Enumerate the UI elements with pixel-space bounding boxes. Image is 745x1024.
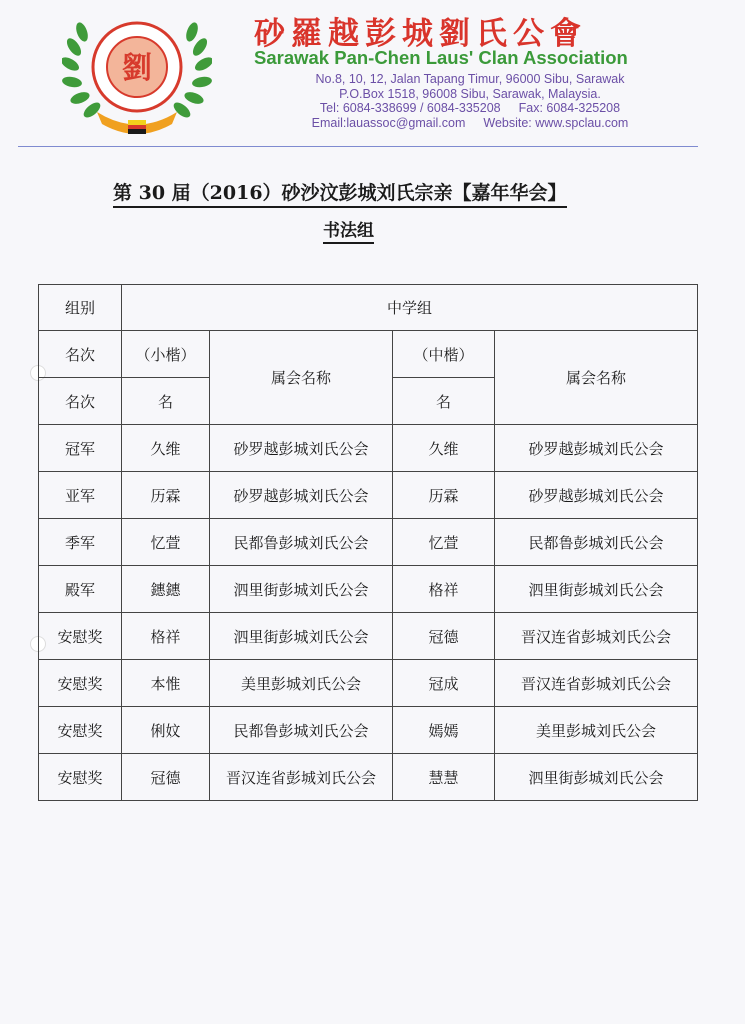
table-header-row bbox=[39, 285, 698, 331]
rank-cell: 安慰奖 bbox=[39, 613, 122, 660]
medium-script-name: 久维 bbox=[393, 425, 495, 472]
org-name-english: Sarawak Pan-Chen Laus' Clan Association bbox=[254, 47, 628, 68]
style-small-label: （小楷） bbox=[122, 331, 210, 378]
small-script-name: 鏸鏸 bbox=[122, 566, 210, 613]
group-label: 组别 bbox=[39, 285, 122, 331]
medium-script-association: 晋汉连省彭城刘氏公会 bbox=[495, 660, 698, 707]
contact-block bbox=[250, 72, 690, 130]
small-script-name: 本惟 bbox=[122, 660, 210, 707]
header-divider bbox=[18, 146, 698, 147]
letterhead bbox=[0, 0, 745, 150]
small-script-association: 晋汉连省彭城刘氏公会 bbox=[210, 754, 393, 801]
small-script-name: 忆萱 bbox=[122, 519, 210, 566]
medium-script-name: 格祥 bbox=[393, 566, 495, 613]
medium-script-association: 泗里街彭城刘氏公会 bbox=[495, 754, 698, 801]
small-script-name: 冠德 bbox=[122, 754, 210, 801]
rank-label-2: 名次 bbox=[39, 378, 122, 425]
small-script-association: 泗里街彭城刘氏公会 bbox=[210, 566, 393, 613]
table-row bbox=[39, 660, 698, 707]
medium-script-association: 泗里街彭城刘氏公会 bbox=[495, 566, 698, 613]
medium-script-name: 历霖 bbox=[393, 472, 495, 519]
rank-cell: 冠军 bbox=[39, 425, 122, 472]
website: Website: www.spclau.com bbox=[483, 115, 629, 130]
assoc-label-right: 属会名称 bbox=[495, 331, 698, 425]
small-script-association: 美里彭城刘氏公会 bbox=[210, 660, 393, 707]
small-script-association: 砂罗越彭城刘氏公会 bbox=[210, 425, 393, 472]
org-name-chinese: 砂羅越彭城劉氏公會 bbox=[254, 16, 587, 52]
small-script-name: 格祥 bbox=[122, 613, 210, 660]
medium-script-association: 砂罗越彭城刘氏公会 bbox=[495, 472, 698, 519]
rank-cell: 安慰奖 bbox=[39, 707, 122, 754]
medium-script-name: 冠成 bbox=[393, 660, 495, 707]
clan-association-logo bbox=[62, 12, 212, 142]
name-label-right: 名 bbox=[393, 378, 495, 425]
telephone: Tel: 6084-338699 / 6084-335208 bbox=[319, 101, 501, 115]
small-script-association: 泗里街彭城刘氏公会 bbox=[210, 613, 393, 660]
rank-cell: 亚军 bbox=[39, 472, 122, 519]
table-row bbox=[39, 472, 698, 519]
small-script-name: 俐妏 bbox=[122, 707, 210, 754]
fax: Fax: 6084-325208 bbox=[518, 101, 621, 115]
table-row bbox=[39, 425, 698, 472]
small-script-association: 砂罗越彭城刘氏公会 bbox=[210, 472, 393, 519]
table-row bbox=[39, 613, 698, 660]
medium-script-name: 慧慧 bbox=[393, 754, 495, 801]
address-line-2: P.O.Box 1518, 96008 Sibu, Sarawak, Malaysia. bbox=[339, 86, 601, 101]
seal-character: 劉 bbox=[122, 51, 152, 86]
medium-script-name: 嫣嫣 bbox=[393, 707, 495, 754]
group-name: 中学组 bbox=[122, 285, 698, 331]
rank-label: 名次 bbox=[39, 331, 122, 378]
flag-emblem-icon bbox=[128, 120, 146, 134]
rank-cell: 安慰奖 bbox=[39, 660, 122, 707]
phone-fax-line bbox=[250, 101, 690, 116]
medium-script-association: 民都鲁彭城刘氏公会 bbox=[495, 519, 698, 566]
medium-script-name: 忆萱 bbox=[393, 519, 495, 566]
table-header-row bbox=[39, 331, 698, 378]
small-script-association: 民都鲁彭城刘氏公会 bbox=[210, 707, 393, 754]
results-table bbox=[38, 284, 698, 801]
name-label-left: 名 bbox=[122, 378, 210, 425]
small-script-name: 历霖 bbox=[122, 472, 210, 519]
small-script-association: 民都鲁彭城刘氏公会 bbox=[210, 519, 393, 566]
medium-script-association: 砂罗越彭城刘氏公会 bbox=[495, 425, 698, 472]
document-subtitle: 书法组 bbox=[323, 216, 374, 244]
table-row bbox=[39, 566, 698, 613]
rank-cell: 季军 bbox=[39, 519, 122, 566]
document-title: 第 30 届（2016）砂沙汶彭城刘氏宗亲【嘉年华会】 bbox=[113, 178, 567, 208]
medium-script-name: 冠德 bbox=[393, 613, 495, 660]
email-web-line bbox=[250, 116, 690, 131]
medium-script-association: 晋汉连省彭城刘氏公会 bbox=[495, 613, 698, 660]
rank-cell: 殿军 bbox=[39, 566, 122, 613]
email: Email:lauassoc@gmail.com bbox=[311, 115, 466, 130]
medium-script-association: 美里彭城刘氏公会 bbox=[495, 707, 698, 754]
rank-cell: 安慰奖 bbox=[39, 754, 122, 801]
style-medium-label: （中楷） bbox=[393, 331, 495, 378]
table-row bbox=[39, 707, 698, 754]
address-line-1: No.8, 10, 12, Jalan Tapang Timur, 96000 Sibu, Sarawak bbox=[315, 72, 625, 86]
small-script-name: 久维 bbox=[122, 425, 210, 472]
assoc-label-left: 属会名称 bbox=[210, 331, 393, 425]
table-row bbox=[39, 754, 698, 801]
table-row bbox=[39, 519, 698, 566]
